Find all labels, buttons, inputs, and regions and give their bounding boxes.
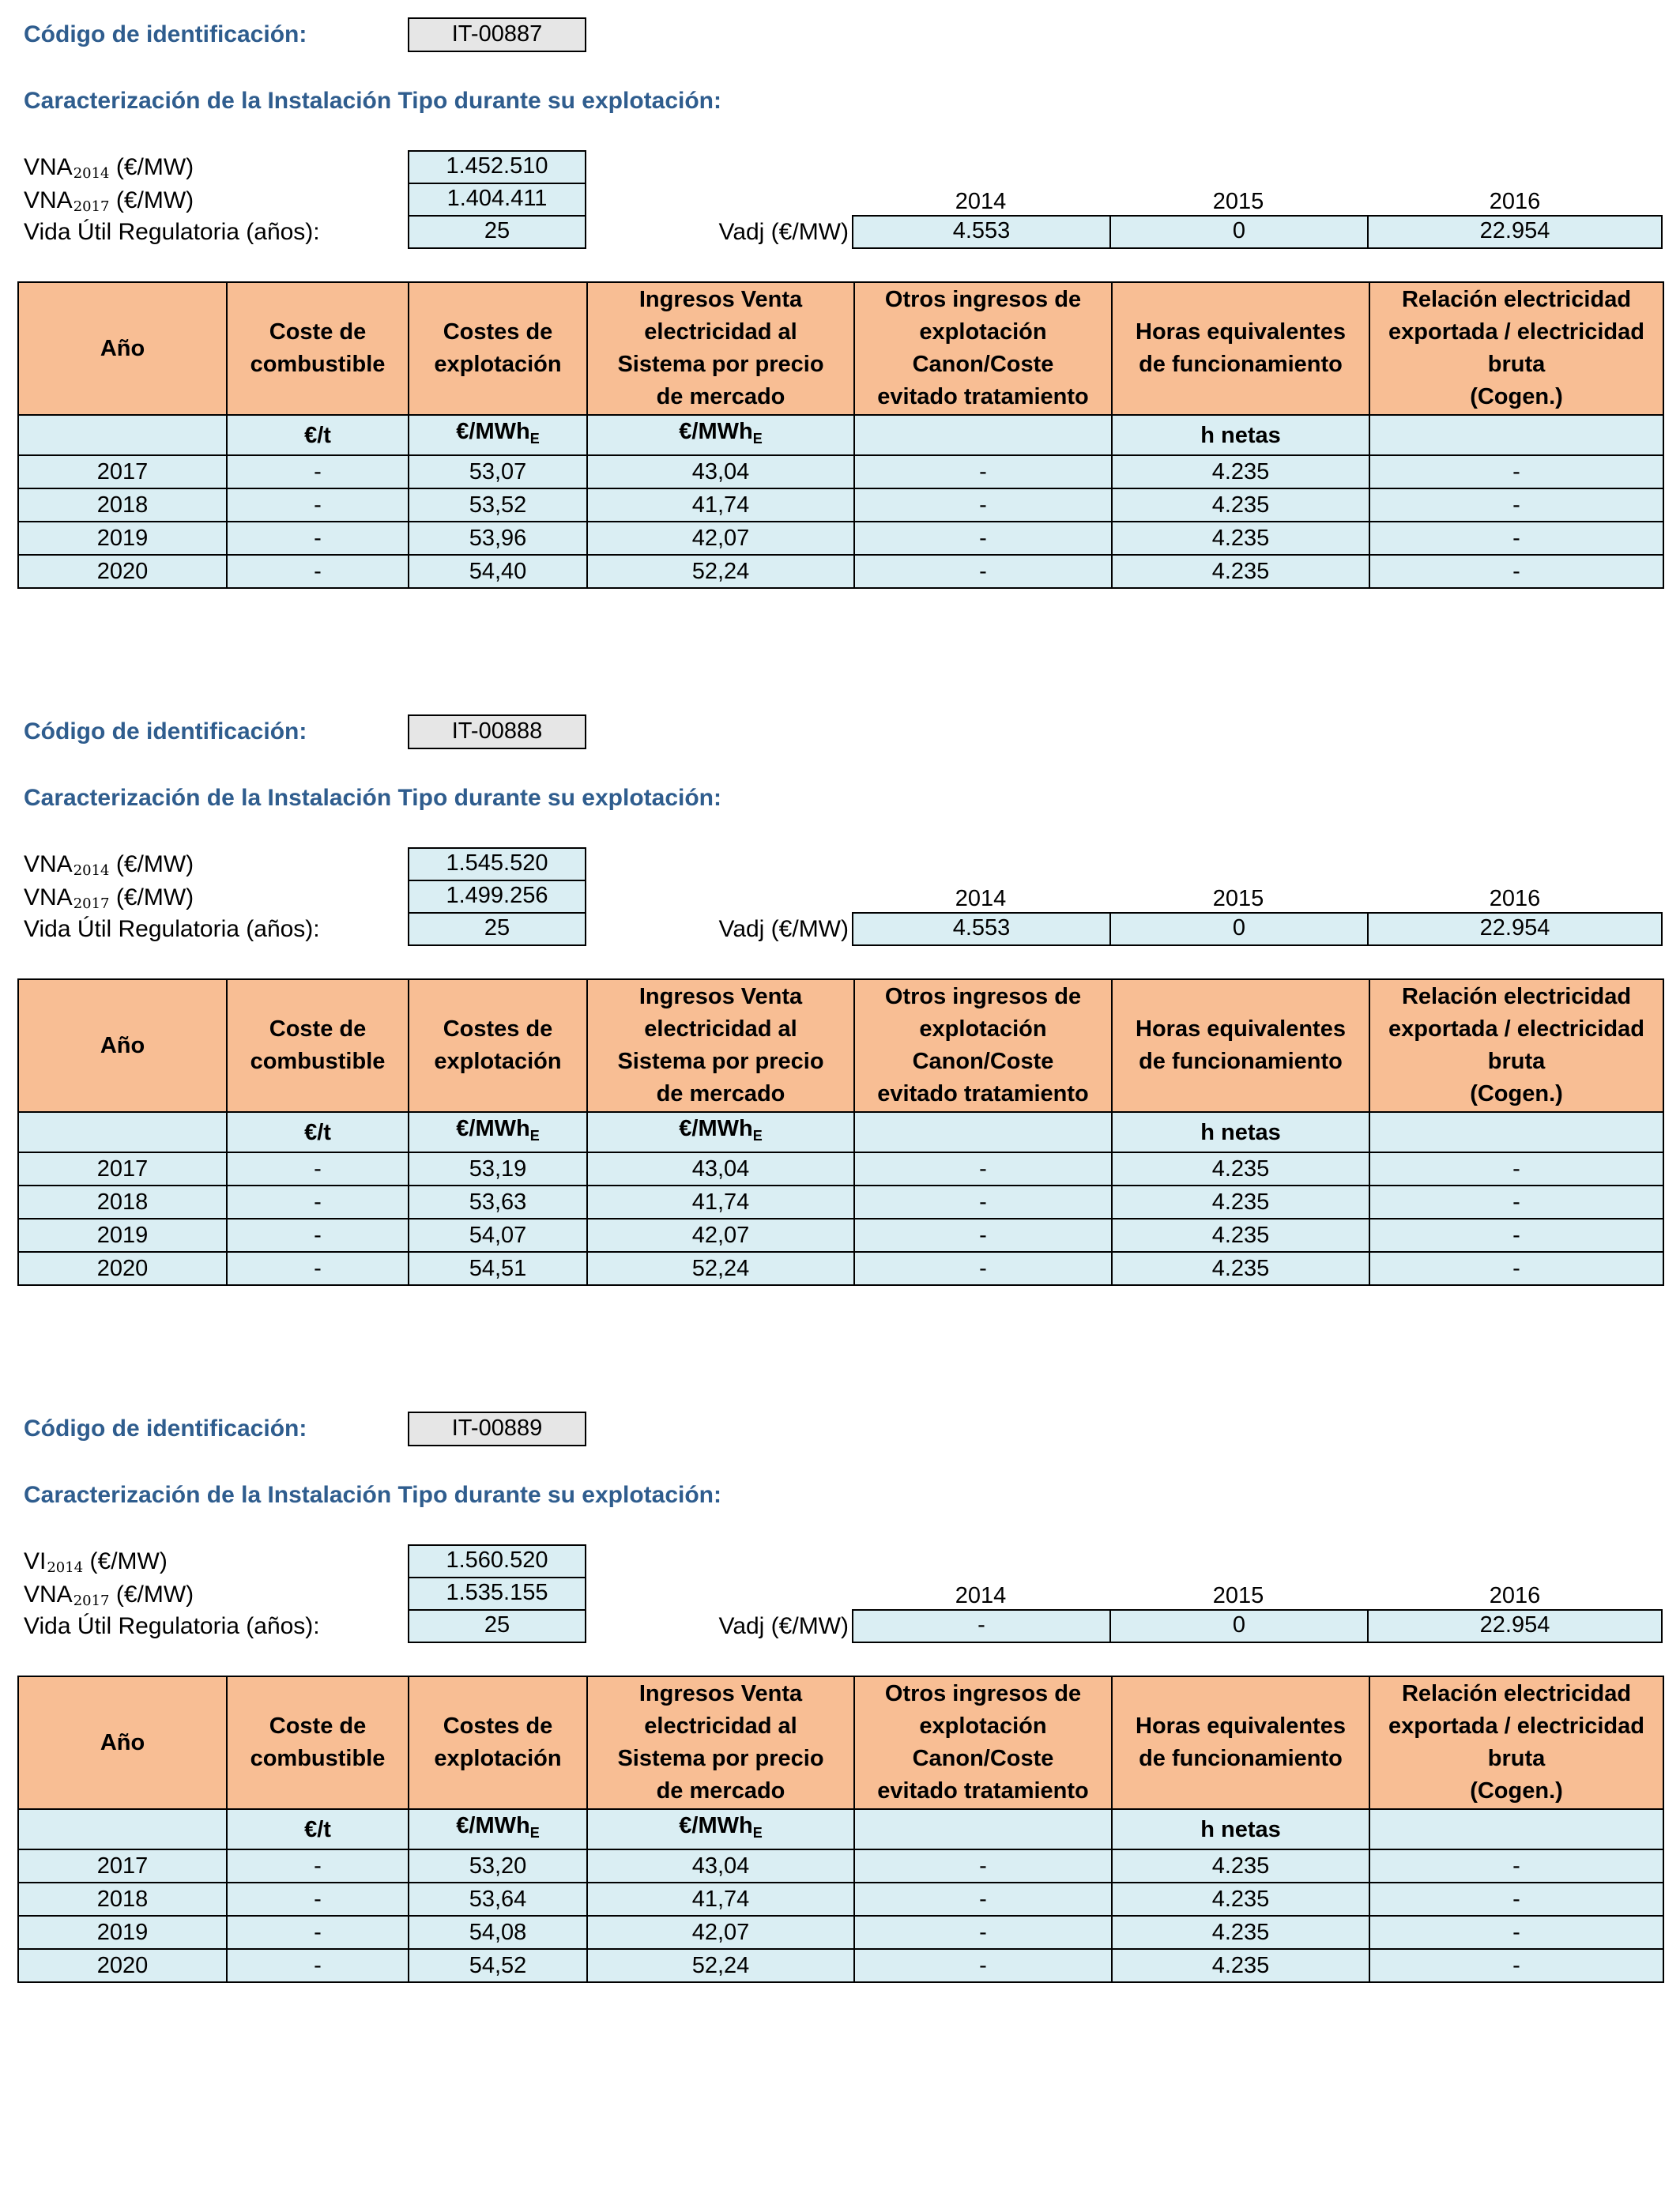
code-label: Código de identificación:	[24, 1416, 307, 1442]
table-row	[18, 1252, 1663, 1285]
cell-ratio: -	[1369, 455, 1663, 488]
cell-income: 42,07	[587, 522, 854, 555]
cell-hours: 4.235	[1112, 488, 1369, 522]
cell-ratio: -	[1369, 1916, 1663, 1949]
code-value: IT-00888	[408, 714, 586, 749]
col-header-other-income: Otros ingresos de explotación Canon/Coste evitado tratamiento	[854, 1676, 1112, 1809]
col-header-fuel: Coste de combustible	[227, 1676, 409, 1809]
cell-fuel: -	[227, 1949, 409, 1982]
cell-other-income: -	[854, 555, 1112, 588]
table-row	[18, 1883, 1663, 1916]
vida-util-value: 25	[408, 1609, 586, 1643]
unit-fuel: €/t	[227, 1809, 409, 1849]
vadj-label: Vadj (€/MW)	[718, 219, 849, 245]
v2-label: $VNA_{2017}$ (€/MW)	[24, 1581, 194, 1609]
cell-hours: 4.235	[1112, 1152, 1369, 1186]
cell-ratio: -	[1369, 488, 1663, 522]
cell-year: 2019	[18, 522, 227, 555]
cell-fuel: -	[227, 1252, 409, 1285]
cell-ratio: -	[1369, 1152, 1663, 1186]
code-value: IT-00889	[408, 1412, 586, 1446]
cell-ratio: -	[1369, 1849, 1663, 1883]
v2-value: 1.404.411	[408, 183, 586, 217]
cell-income: 41,74	[587, 488, 854, 522]
vadj-year-2015: 2015	[1212, 189, 1264, 214]
col-header-hours: Horas equivalentes de funcionamiento	[1112, 282, 1369, 415]
operation-table	[17, 281, 1664, 589]
cell-income: 52,24	[587, 1949, 854, 1982]
col-header-ratio: Relación electricidad exportada / electricidad bruta (Cogen.)	[1369, 1676, 1663, 1809]
cell-opex: 53,63	[409, 1186, 587, 1219]
cell-income: 42,07	[587, 1916, 854, 1949]
cell-other-income: -	[854, 522, 1112, 555]
cell-opex: 54,51	[409, 1252, 587, 1285]
unit-other-income	[854, 415, 1112, 455]
cell-year: 2018	[18, 1186, 227, 1219]
cell-fuel: -	[227, 1152, 409, 1186]
unit-opex: €/MWh$_E$	[409, 415, 587, 455]
cell-fuel: -	[227, 522, 409, 555]
cell-ratio: -	[1369, 1949, 1663, 1982]
table-row	[18, 522, 1663, 555]
cell-opex: 54,40	[409, 555, 587, 588]
unit-income: €/MWh$_E$	[587, 1809, 854, 1849]
cell-hours: 4.235	[1112, 522, 1369, 555]
cell-ratio: -	[1369, 1186, 1663, 1219]
v2-value: 1.499.256	[408, 880, 586, 914]
vadj-label: Vadj (€/MW)	[718, 916, 849, 942]
table-header-row	[18, 979, 1663, 1112]
cell-hours: 4.235	[1112, 555, 1369, 588]
vadj-2014: 4.553	[852, 912, 1111, 946]
cell-other-income: -	[854, 1883, 1112, 1916]
unit-opex: €/MWh$_E$	[409, 1112, 587, 1152]
unit-opex: €/MWh$_E$	[409, 1809, 587, 1849]
cell-fuel: -	[227, 1883, 409, 1916]
cell-opex: 54,08	[409, 1916, 587, 1949]
cell-hours: 4.235	[1112, 1186, 1369, 1219]
cell-fuel: -	[227, 1849, 409, 1883]
cell-income: 43,04	[587, 455, 854, 488]
cell-year: 2017	[18, 455, 227, 488]
col-header-other-income: Otros ingresos de explotación Canon/Coste evitado tratamiento	[854, 979, 1112, 1112]
table-row	[18, 1849, 1663, 1883]
vadj-2015: 0	[1109, 912, 1369, 946]
cell-opex: 53,64	[409, 1883, 587, 1916]
unit-income: €/MWh$_E$	[587, 1112, 854, 1152]
unit-year	[18, 1112, 227, 1152]
units-row	[18, 1112, 1663, 1152]
cell-fuel: -	[227, 1219, 409, 1252]
cell-hours: 4.235	[1112, 1252, 1369, 1285]
col-header-year: Año	[18, 1676, 227, 1809]
cell-fuel: -	[227, 455, 409, 488]
vadj-2016: 22.954	[1367, 1609, 1663, 1643]
vadj-year-2014: 2014	[955, 1583, 1007, 1608]
unit-fuel: €/t	[227, 415, 409, 455]
cell-hours: 4.235	[1112, 1219, 1369, 1252]
col-header-year: Año	[18, 979, 227, 1112]
v1-value: 1.560.520	[408, 1544, 586, 1578]
cell-year: 2020	[18, 1949, 227, 1982]
vida-util-value: 25	[408, 912, 586, 946]
vida-util-label: Vida Útil Regulatoria (años):	[24, 219, 320, 245]
col-header-other-income: Otros ingresos de explotación Canon/Coste evitado tratamiento	[854, 282, 1112, 415]
unit-year	[18, 1809, 227, 1849]
installation-block-3	[0, 1394, 1680, 2090]
col-header-income: Ingresos Venta electricidad al Sistema por precio de mercado	[587, 1676, 854, 1809]
cell-hours: 4.235	[1112, 455, 1369, 488]
operation-table	[17, 1676, 1664, 1983]
vadj-year-2015: 2015	[1212, 1583, 1264, 1608]
operation-table	[17, 978, 1664, 1286]
table-header-row	[18, 1676, 1663, 1809]
cell-fuel: -	[227, 1186, 409, 1219]
vadj-2015: 0	[1109, 215, 1369, 249]
cell-opex: 54,52	[409, 1949, 587, 1982]
vida-util-value: 25	[408, 215, 586, 249]
cell-opex: 54,07	[409, 1219, 587, 1252]
section-title: Caracterización de la Instalación Tipo durante su explotación:	[24, 1482, 721, 1508]
vadj-2016: 22.954	[1367, 912, 1663, 946]
code-value: IT-00887	[408, 17, 586, 52]
unit-income: €/MWh$_E$	[587, 415, 854, 455]
v1-label: $VNA_{2014}$ (€/MW)	[24, 154, 194, 182]
col-header-income: Ingresos Venta electricidad al Sistema por precio de mercado	[587, 282, 854, 415]
cell-income: 52,24	[587, 1252, 854, 1285]
cell-opex: 53,52	[409, 488, 587, 522]
v1-label: $VI_{2014}$ (€/MW)	[24, 1548, 168, 1576]
cell-hours: 4.235	[1112, 1949, 1369, 1982]
table-row	[18, 455, 1663, 488]
col-header-fuel: Coste de combustible	[227, 979, 409, 1112]
cell-year: 2018	[18, 488, 227, 522]
col-header-year: Año	[18, 282, 227, 415]
vida-util-label: Vida Útil Regulatoria (años):	[24, 916, 320, 942]
vadj-2014: 4.553	[852, 215, 1111, 249]
cell-year: 2020	[18, 1252, 227, 1285]
unit-hours: h netas	[1112, 415, 1369, 455]
vadj-year-2014: 2014	[955, 886, 1007, 911]
cell-year: 2018	[18, 1883, 227, 1916]
table-row	[18, 1949, 1663, 1982]
cell-opex: 53,96	[409, 522, 587, 555]
cell-hours: 4.235	[1112, 1916, 1369, 1949]
cell-year: 2020	[18, 555, 227, 588]
units-row	[18, 1809, 1663, 1849]
vadj-label: Vadj (€/MW)	[718, 1613, 849, 1639]
cell-year: 2019	[18, 1916, 227, 1949]
unit-fuel: €/t	[227, 1112, 409, 1152]
cell-other-income: -	[854, 1152, 1112, 1186]
col-header-ratio: Relación electricidad exportada / electricidad bruta (Cogen.)	[1369, 282, 1663, 415]
unit-other-income	[854, 1809, 1112, 1849]
col-header-ratio: Relación electricidad exportada / electricidad bruta (Cogen.)	[1369, 979, 1663, 1112]
cell-fuel: -	[227, 555, 409, 588]
v2-label: $VNA_{2017}$ (€/MW)	[24, 884, 194, 912]
cell-income: 41,74	[587, 1883, 854, 1916]
code-label: Código de identificación:	[24, 718, 307, 745]
col-header-hours: Horas equivalentes de funcionamiento	[1112, 1676, 1369, 1809]
table-row	[18, 1152, 1663, 1186]
vadj-2014: -	[852, 1609, 1111, 1643]
installation-block-2	[0, 697, 1680, 1393]
table-row	[18, 1219, 1663, 1252]
v2-label: $VNA_{2017}$ (€/MW)	[24, 187, 194, 215]
unit-hours: h netas	[1112, 1112, 1369, 1152]
col-header-opex: Costes de explotación	[409, 979, 587, 1112]
code-label: Código de identificación:	[24, 21, 307, 47]
unit-hours: h netas	[1112, 1809, 1369, 1849]
cell-ratio: -	[1369, 1883, 1663, 1916]
cell-fuel: -	[227, 488, 409, 522]
v1-value: 1.545.520	[408, 847, 586, 881]
cell-fuel: -	[227, 1916, 409, 1949]
vadj-2015: 0	[1109, 1609, 1369, 1643]
cell-ratio: -	[1369, 555, 1663, 588]
col-header-opex: Costes de explotación	[409, 282, 587, 415]
vadj-2016: 22.954	[1367, 215, 1663, 249]
section-title: Caracterización de la Instalación Tipo durante su explotación:	[24, 88, 721, 114]
cell-other-income: -	[854, 488, 1112, 522]
v1-value: 1.452.510	[408, 150, 586, 184]
cell-ratio: -	[1369, 1219, 1663, 1252]
cell-opex: 53,20	[409, 1849, 587, 1883]
table-row	[18, 488, 1663, 522]
col-header-hours: Horas equivalentes de funcionamiento	[1112, 979, 1369, 1112]
col-header-opex: Costes de explotación	[409, 1676, 587, 1809]
cell-year: 2017	[18, 1152, 227, 1186]
cell-ratio: -	[1369, 522, 1663, 555]
cell-income: 41,74	[587, 1186, 854, 1219]
cell-income: 43,04	[587, 1152, 854, 1186]
cell-year: 2019	[18, 1219, 227, 1252]
cell-hours: 4.235	[1112, 1849, 1369, 1883]
vadj-year-2016: 2016	[1489, 1583, 1541, 1608]
cell-income: 52,24	[587, 555, 854, 588]
v2-value: 1.535.155	[408, 1577, 586, 1611]
cell-other-income: -	[854, 1219, 1112, 1252]
cell-other-income: -	[854, 1252, 1112, 1285]
units-row	[18, 415, 1663, 455]
cell-other-income: -	[854, 1186, 1112, 1219]
cell-other-income: -	[854, 1949, 1112, 1982]
table-header-row	[18, 282, 1663, 415]
unit-other-income	[854, 1112, 1112, 1152]
cell-other-income: -	[854, 1916, 1112, 1949]
cell-opex: 53,19	[409, 1152, 587, 1186]
vida-util-label: Vida Útil Regulatoria (años):	[24, 1613, 320, 1639]
vadj-year-2014: 2014	[955, 189, 1007, 214]
vadj-year-2015: 2015	[1212, 886, 1264, 911]
col-header-income: Ingresos Venta electricidad al Sistema por precio de mercado	[587, 979, 854, 1112]
cell-other-income: -	[854, 1849, 1112, 1883]
unit-year	[18, 415, 227, 455]
cell-ratio: -	[1369, 1252, 1663, 1285]
table-row	[18, 1916, 1663, 1949]
vadj-year-2016: 2016	[1489, 886, 1541, 911]
unit-ratio	[1369, 1809, 1663, 1849]
vadj-year-2016: 2016	[1489, 189, 1541, 214]
cell-income: 42,07	[587, 1219, 854, 1252]
unit-ratio	[1369, 415, 1663, 455]
cell-income: 43,04	[587, 1849, 854, 1883]
table-row	[18, 555, 1663, 588]
unit-ratio	[1369, 1112, 1663, 1152]
cell-hours: 4.235	[1112, 1883, 1369, 1916]
table-row	[18, 1186, 1663, 1219]
section-title: Caracterización de la Instalación Tipo durante su explotación:	[24, 785, 721, 811]
col-header-fuel: Coste de combustible	[227, 282, 409, 415]
v1-label: $VNA_{2014}$ (€/MW)	[24, 851, 194, 879]
cell-year: 2017	[18, 1849, 227, 1883]
cell-opex: 53,07	[409, 455, 587, 488]
cell-other-income: -	[854, 455, 1112, 488]
installation-block-1	[0, 0, 1680, 696]
